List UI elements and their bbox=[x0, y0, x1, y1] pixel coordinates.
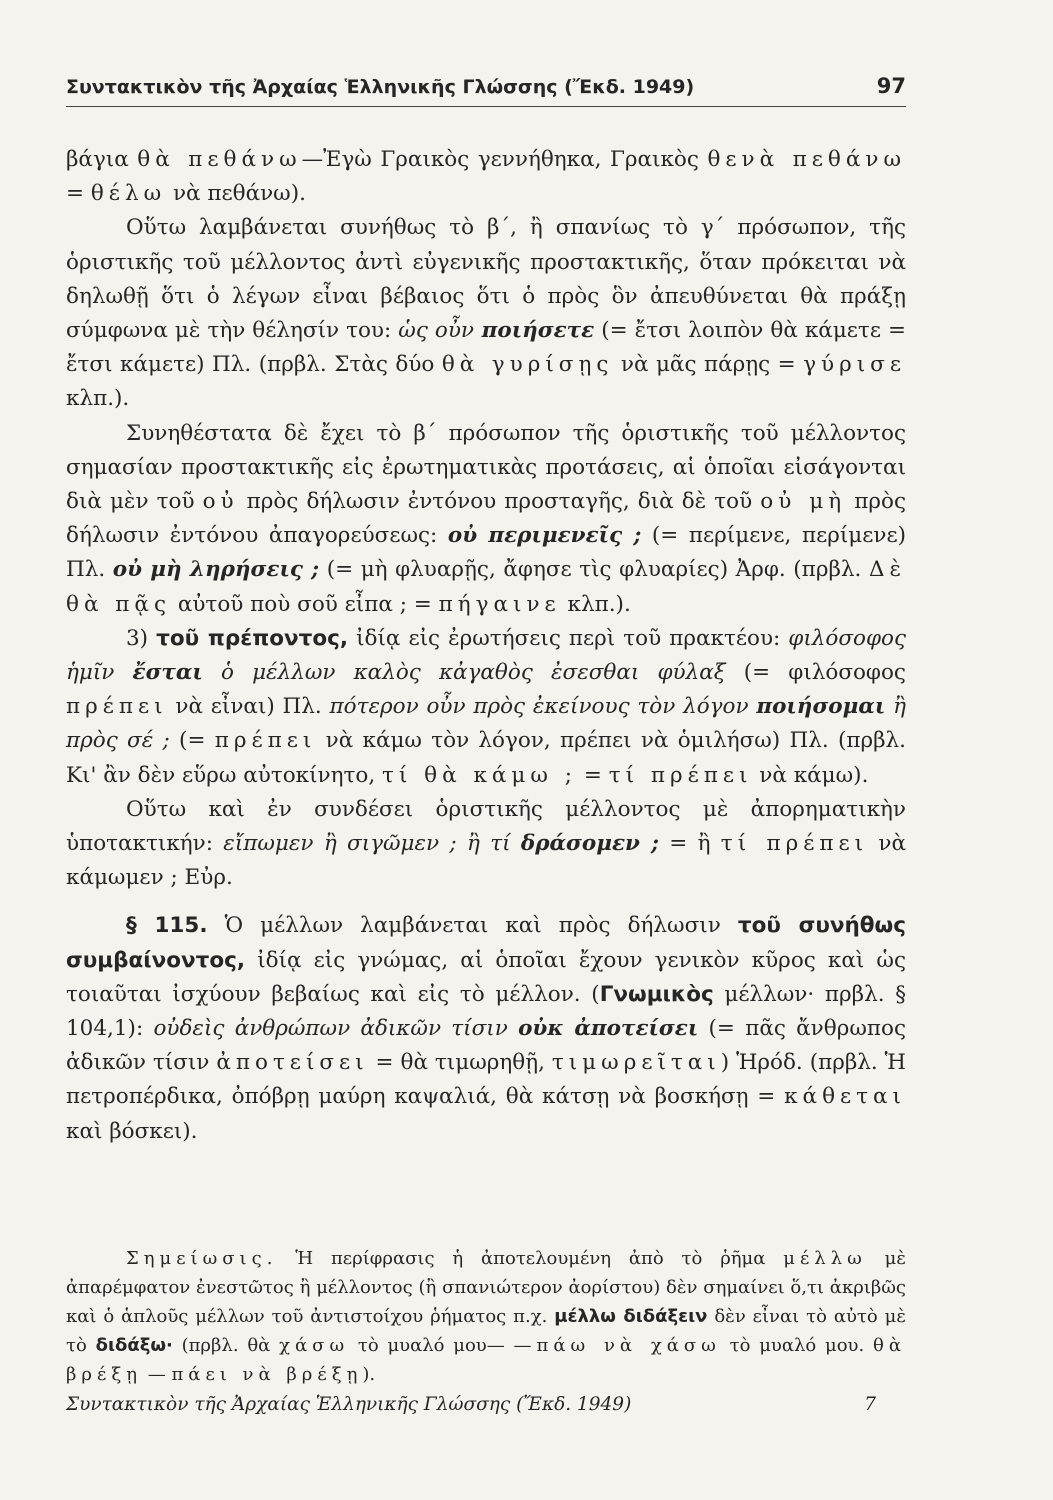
italic-phrase: ὁ μέλλων καλὸς κἀγαθὸς ἐσεσθαι φύλαξ bbox=[202, 660, 726, 686]
italic-phrase: φιλόσοφος ἡμῖν bbox=[66, 625, 907, 686]
text-run: = bbox=[66, 181, 91, 207]
spaced-phrase: —πάω νὰ χάσω bbox=[513, 1335, 721, 1356]
paragraph-1 bbox=[66, 143, 906, 211]
text-run: αὐτοῦ ποὺ σοῦ εἶπα ; = bbox=[171, 591, 439, 617]
paragraph-5 bbox=[66, 793, 906, 896]
text-run: (= περίμενε, περίμενε) Πλ. bbox=[66, 523, 906, 583]
italic-phrase: εἴπωμεν ἢ σιγῶμεν ; ἢ τί bbox=[223, 831, 521, 857]
bold-example: ποιήσετε bbox=[473, 318, 595, 344]
text-run: ). bbox=[362, 1364, 376, 1385]
text-run: Οὕτω λαμβάνεται συνήθως τὸ β΄, ἢ σπανίως τὸ γ΄ πρόσωπον, τῆς ὁριστικῆς τοῦ μέλλοντος ἀντὶ εὐγενικῆς προστακτικῆς, ὅταν πρόκειται νὰ δηλωθῇ ὅτι ὁ λέγων εἶναι βέβαιος ὅτι ὁ πρὸς ὃν ἀπευθύνεται θὰ πράξῃ σύμφωνα μὲ τὴν θέλησίν του: bbox=[66, 215, 906, 344]
page-number: 97 bbox=[876, 74, 906, 98]
paragraph-3 bbox=[66, 417, 906, 622]
bold-example: διδάξω· bbox=[95, 1335, 173, 1356]
spaced-phrase: θὰ γυρίσῃς bbox=[441, 352, 614, 378]
bold-example: μέλλω διδάξειν bbox=[554, 1306, 708, 1327]
bold-example: οὐ περιμενεῖς ; bbox=[447, 523, 642, 549]
text-run: μέλλων· πρβλ. § 104,1): bbox=[66, 981, 906, 1042]
spaced-phrase: θέλω bbox=[90, 181, 167, 207]
text-run: δὲν εἶναι τὸ αὐτὸ μὲ τὸ bbox=[66, 1306, 906, 1356]
section-number: § 115. bbox=[126, 913, 208, 939]
spaced-phrase: Δὲ θὰ πᾷς bbox=[66, 557, 907, 617]
text-run: τὸ μυαλό μου. bbox=[720, 1335, 873, 1356]
spaced-phrase: πήγαινε bbox=[438, 591, 561, 617]
spaced-phrase: τί πρέπει bbox=[720, 831, 869, 857]
note-label: Σημείωσις. bbox=[126, 1248, 278, 1269]
section-115 bbox=[66, 909, 906, 1148]
text-run: κλπ.). bbox=[560, 591, 631, 617]
text-run: — bbox=[142, 1364, 172, 1385]
sheet-number: 7 bbox=[864, 1394, 876, 1415]
bold-heading: τοῦ πρέποντος, bbox=[156, 625, 349, 651]
spaced-phrase: θὰ βρέξῃ bbox=[66, 1335, 906, 1385]
text-run: 3) bbox=[126, 625, 157, 651]
text-run: βάγια bbox=[66, 147, 138, 172]
text-run: (= μὴ φλυαρῇς, ἄφησε τὶς φλυαρίες) Ἀρφ. (πρβλ. bbox=[319, 557, 869, 583]
spaced-phrase: χάσω bbox=[279, 1335, 350, 1356]
footer-title: Συντακτικὸν τῆς Ἀρχαίας Ἑλληνικῆς Γλώσσης (Ἔκδ. 1949) bbox=[66, 1394, 632, 1415]
text-run: Ὁ μέλλων λαμβάνεται καὶ πρὸς δήλωσιν bbox=[207, 913, 738, 939]
header-title: Συντακτικὸν τῆς Ἀρχαίας Ἑλληνικῆς Γλώσσης (Ἔκδ. 1949) bbox=[66, 76, 695, 98]
text-run: νὰ μᾶς πάρῃς = bbox=[613, 352, 804, 378]
paragraph-4 bbox=[66, 622, 906, 793]
text-run: Συνηθέστατα δὲ ἔχει τὸ β΄ πρόσωπον τῆς ὁριστικῆς τοῦ μέλλοντος σημασίαν προστακτικῆς εἰς ἐρωτηματικὰς προτάσεις, αἱ ὁποῖαι εἰσάγονται διὰ μὲν τοῦ bbox=[66, 420, 906, 515]
text-run: νὰ κάμω τὸν λόγον, πρέπει νὰ ὁμιλήσω) Πλ. (πρβλ. Κι' ἂν δὲν εὕρω αὐτοκίνητο, bbox=[66, 728, 907, 788]
spaced-phrase: κάθεται bbox=[784, 1084, 906, 1110]
italic-phrase: ἢ πρὸς σέ ; bbox=[66, 694, 906, 754]
spaced-phrase: πρέπει bbox=[214, 728, 317, 754]
running-header bbox=[66, 74, 906, 107]
text-run: (= πᾶς ἄνθρωπος ἀδικῶν τίσιν bbox=[66, 1016, 906, 1076]
text-run: (= ἔτσι λοιπὸν θὰ κάμετε = ἔτσι κάμετε) Πλ. (πρβλ. Στὰς δύο bbox=[66, 318, 907, 378]
bold-example: δράσομεν ; bbox=[520, 831, 659, 857]
text-run: νὰ πεθάνω). bbox=[166, 181, 306, 207]
bold-heading: Γνωμικὸς bbox=[599, 981, 714, 1007]
body-text bbox=[66, 143, 906, 1149]
spaced-phrase: ἀποτείσει bbox=[216, 1050, 369, 1076]
spaced-phrase: μέλλω bbox=[783, 1248, 867, 1269]
note-paragraph bbox=[66, 1244, 906, 1389]
footnote-remark bbox=[66, 1244, 906, 1389]
bold-example: ποιήσομαι bbox=[756, 694, 886, 720]
spaced-phrase: οὐ bbox=[202, 489, 239, 515]
text-run: (πρβλ. θὰ bbox=[172, 1335, 280, 1356]
spaced-phrase: τί θὰ κάμω ; bbox=[382, 762, 578, 788]
italic-phrase: ὡς οὖν bbox=[398, 318, 474, 344]
text-run: νὰ κάμω). bbox=[752, 762, 869, 788]
paragraph-2 bbox=[66, 211, 906, 416]
italic-phrase: πότερον οὖν πρὸς ἐκείνους τὸν λόγον bbox=[329, 694, 757, 720]
spaced-phrase: οὐ μὴ bbox=[760, 489, 847, 515]
spaced-phrase: τιμωρεῖται bbox=[551, 1050, 721, 1076]
text-run: ἰδίᾳ εἰς ἐρωτήσεις περὶ τοῦ πρακτέου: bbox=[348, 625, 789, 651]
text-run: Ἡ περίφρασις ἡ ἀποτελουμένη ἀπὸ τὸ ῥῆμα bbox=[277, 1248, 784, 1269]
text-run: ἰδίᾳ εἰς γνώμας, αἱ ὁποῖαι ἔχουν γενικὸν κῦρος καὶ ὡς τοιαῦται ἰσχύουν βεβαίως καὶ εἰς τὸ μέλλον. ( bbox=[66, 947, 906, 1007]
spaced-phrase: πρέπει bbox=[66, 694, 168, 720]
italic-phrase: οὐδεὶς ἀνθρώπων ἀδικῶν τίσιν bbox=[153, 1016, 519, 1042]
text-run: —Ἐγὼ Γραικὸς γεννήθηκα, Γραικὸς bbox=[301, 147, 708, 172]
text-run: κλπ.). bbox=[66, 386, 130, 412]
signature-footer bbox=[66, 1394, 876, 1415]
text-run: πρὸς δήλωσιν ἐντόνου προσταγῆς, διὰ δὲ τοῦ bbox=[238, 489, 761, 515]
text-run: τὸ μυαλό μου— bbox=[349, 1335, 514, 1356]
text-run: (= bbox=[169, 728, 215, 754]
bold-heading: τοῦ συνήθως συμβαίνοντος, bbox=[66, 913, 906, 973]
spaced-phrase: θὰ πεθάνω bbox=[137, 147, 302, 172]
spaced-phrase: γύρισε bbox=[803, 352, 906, 378]
spaced-phrase: θενὰ πεθάνω bbox=[707, 147, 906, 172]
bold-example: οὐ μὴ ληρήσεις ; bbox=[112, 557, 320, 583]
bold-example: οὐκ ἀποτείσει bbox=[518, 1016, 699, 1042]
text-run: = bbox=[577, 762, 609, 788]
text-run: νὰ εἶναι) Πλ. bbox=[167, 694, 330, 720]
text-run: νὰ κάμωμεν ; Εὐρ. bbox=[66, 831, 906, 891]
text-run: (= φιλόσοφος bbox=[725, 660, 906, 686]
text-run: μὲ ἀπαρέμφατον ἐνεστῶτος ἢ μέλλοντος (ἢ σπανιώτερον ἀορίστου) δὲν σημαίνει ὅ,τι ἀκριβῶς καὶ ὁ ἁπλοῦς μέλλων τοῦ ἀντιστοίχου ῥήματος π.χ. bbox=[66, 1248, 906, 1327]
spaced-phrase: τί πρέπει bbox=[608, 762, 753, 788]
text-run: = θὰ τιμωρηθῇ, bbox=[368, 1050, 552, 1076]
text-run: ) Ἡρόδ. (πρβλ. Ἡ πετροπέρδικα, ὀπόβρῃ μαύρη καψαλιά, θὰ κάτσῃ νὰ βοσκήσῃ = bbox=[66, 1050, 907, 1110]
text-run: πρὸς δήλωσιν ἐντόνου ἀπαγορεύσεως: bbox=[66, 489, 907, 549]
text-run: Οὕτω καὶ ἐν συνδέσει ὁριστικῆς μέλλοντος μὲ ἀπορηματικὴν ὑποτακτικήν: bbox=[66, 796, 906, 857]
bold-example: ἔσται bbox=[132, 660, 203, 686]
text-run: καὶ βόσκει). bbox=[66, 1118, 198, 1144]
spaced-phrase: πάει νὰ βρέξῃ bbox=[171, 1364, 363, 1385]
text-run: = ἢ bbox=[658, 831, 721, 857]
